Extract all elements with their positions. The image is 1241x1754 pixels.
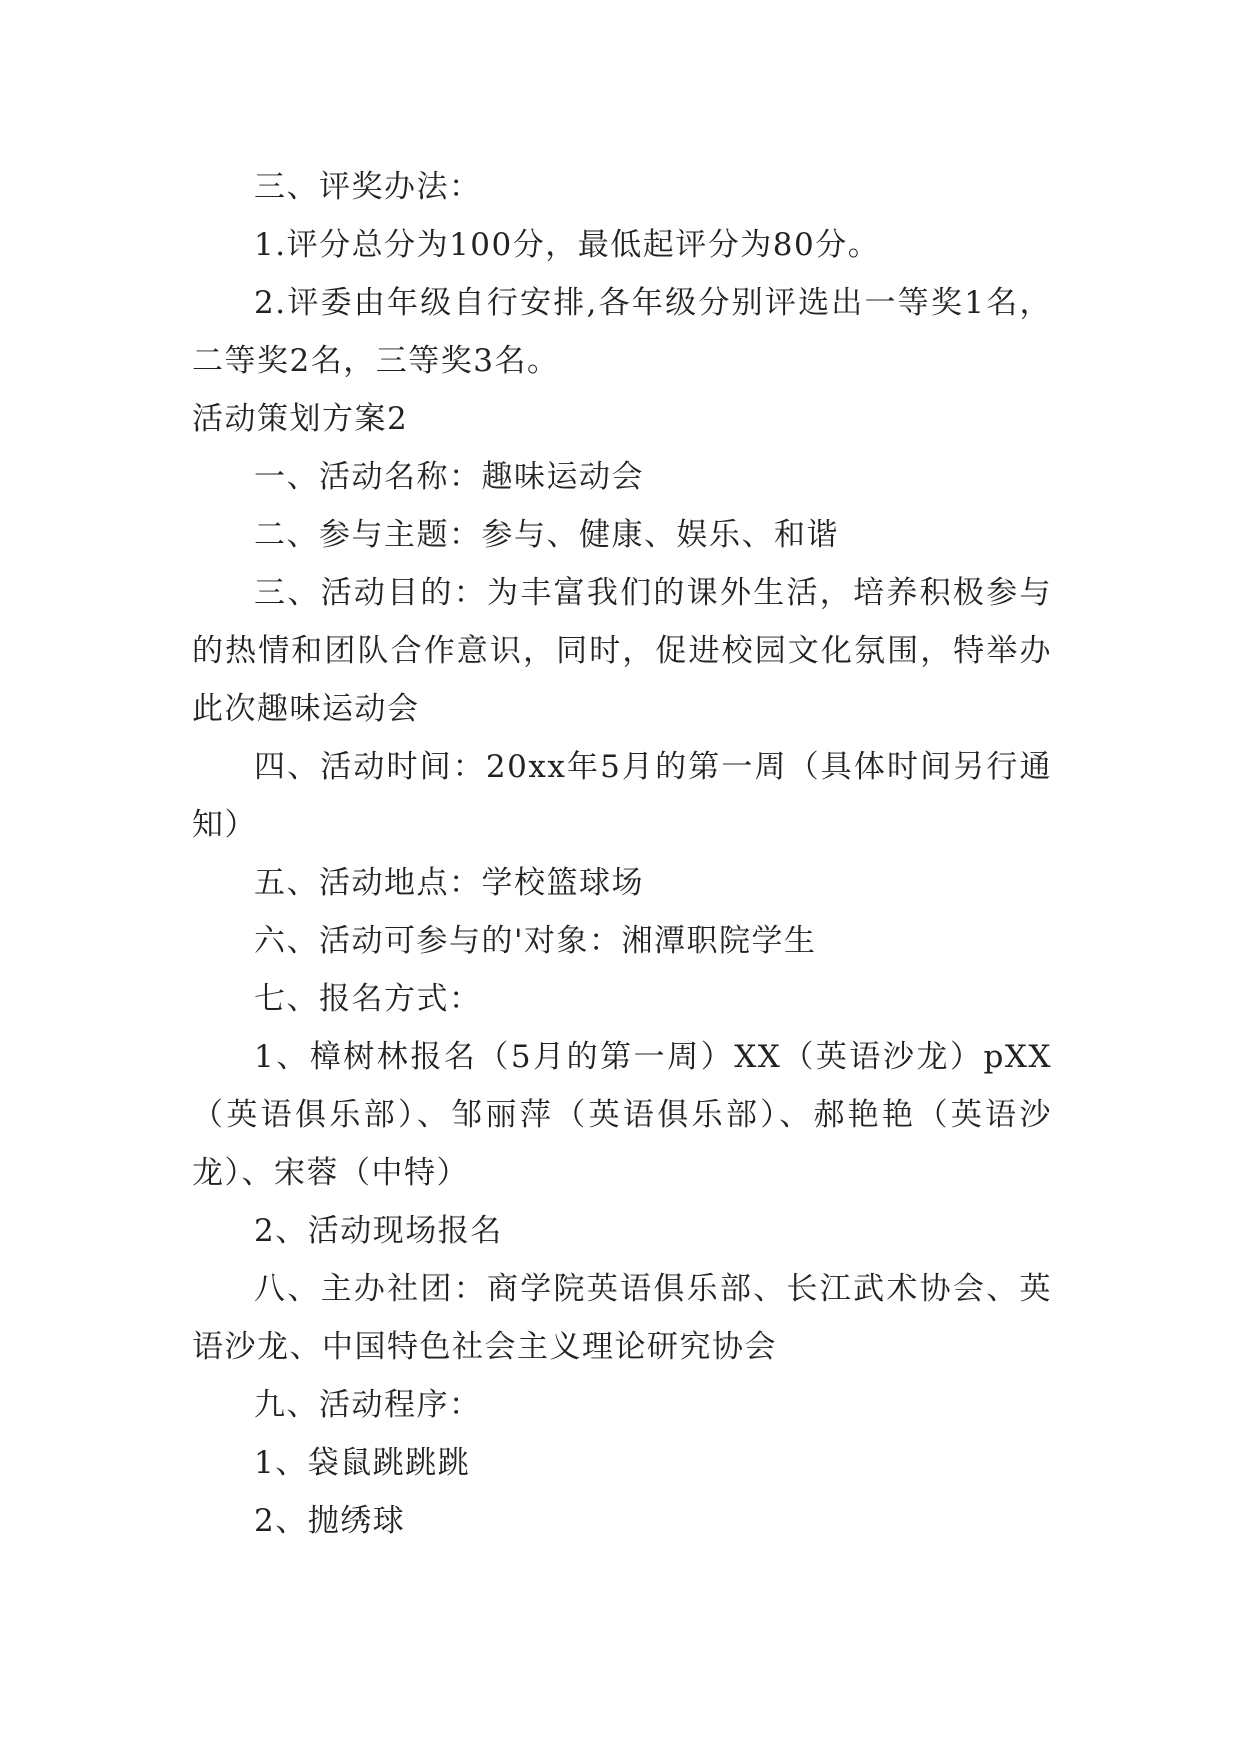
paragraph-program-1: 1、袋鼠跳跳跳	[254, 1445, 471, 1481]
paragraph-location: 五、活动地点：学校篮球场	[254, 865, 644, 901]
paragraph-program-2: 2、抛绣球	[254, 1503, 406, 1539]
paragraph-program-heading: 九、活动程序：	[254, 1387, 482, 1423]
plan-title: 活动策划方案2	[192, 401, 409, 437]
paragraph-theme: 二、参与主题：参与、健康、娱乐、和谐	[254, 517, 839, 553]
paragraph-organizers: 八、主办社团：商学院英语俱乐部、长江武术协会、英语沙龙、中国特色社会主义理论研究协会	[192, 1271, 1052, 1365]
section-heading-award-method: 三、评奖办法：	[254, 169, 482, 205]
document-body	[192, 158, 1052, 1550]
paragraph-registration-1: 1、樟树林报名（5月的第一周）XX（英语沙龙）pXX（英语俱乐部）、邹丽萍（英语俱乐部）、郝艳艳（英语沙龙）、宋蓉（中特）	[192, 1039, 1052, 1191]
paragraph-judges: 2.评委由年级自行安排,各年级分别评选出一等奖1名，二等奖2名，三等奖3名。	[192, 285, 1052, 379]
paragraph-purpose: 三、活动目的：为丰富我们的课外生活，培养积极参与的热情和团队合作意识，同时，促进校园文化氛围，特举办此次趣味运动会	[192, 575, 1052, 727]
paragraph-activity-name: 一、活动名称：趣味运动会	[254, 459, 644, 495]
paragraph-time: 四、活动时间：20xx年5月的第一周（具体时间另行通知）	[192, 749, 1052, 843]
paragraph-registration-heading: 七、报名方式：	[254, 981, 482, 1017]
paragraph-participants: 六、活动可参与的'对象：湘潭职院学生	[254, 923, 817, 959]
paragraph-registration-2: 2、活动现场报名	[254, 1213, 503, 1249]
paragraph-scoring: 1.评分总分为100分，最低起评分为80分。	[254, 227, 881, 263]
